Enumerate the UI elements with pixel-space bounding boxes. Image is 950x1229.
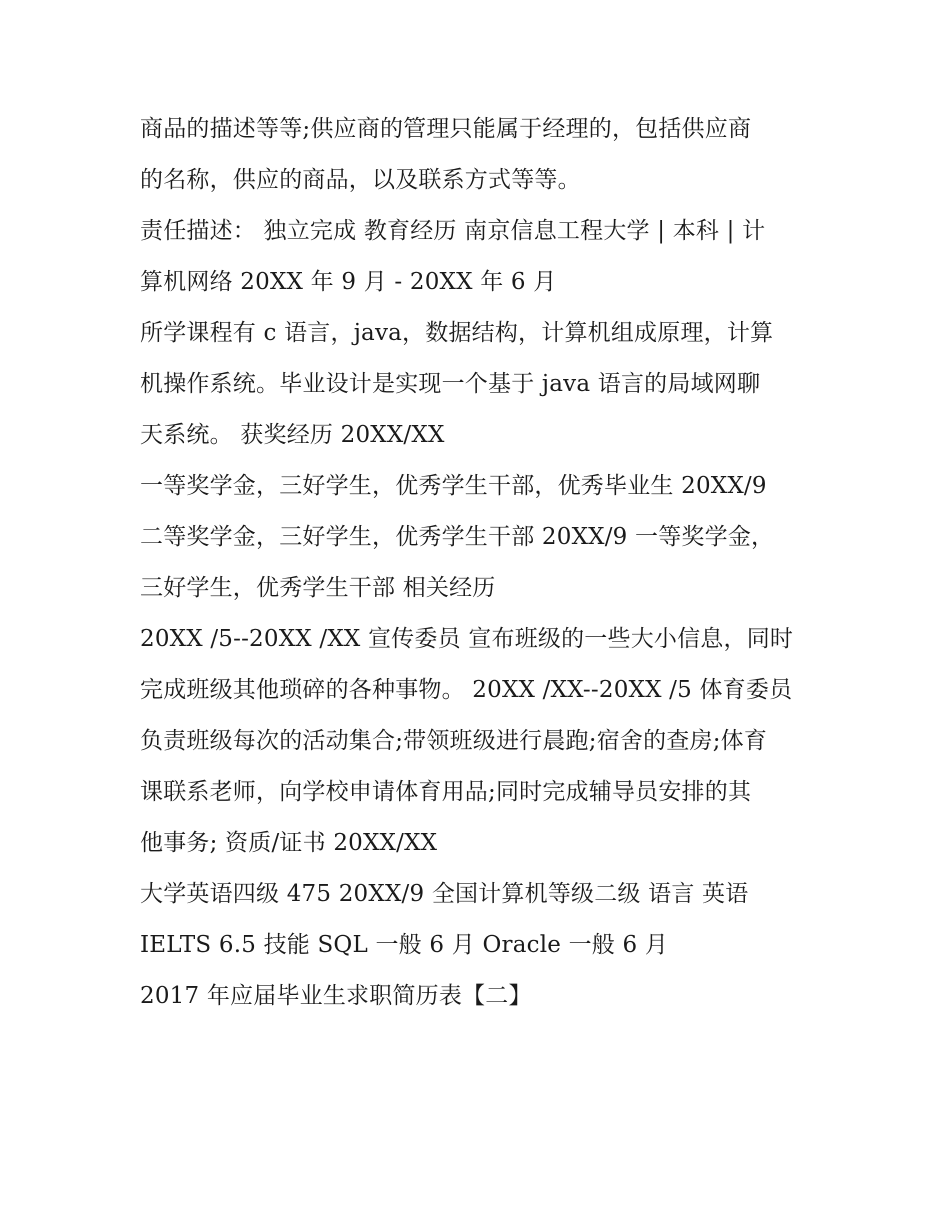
text-line: 机操作系统。毕业设计是实现一个基于 java 语言的局域网聊 [140,371,761,397]
text-line: 二等奖学金，三好学生，优秀学生干部 20XX/9 一等奖学金， [140,524,775,550]
text-line: 完成班级其他琐碎的各种事物。 20XX /XX--20XX /5 体育委员 [140,677,793,703]
document-section-heading: 2017 年应届毕业生求职简历表【二】 [140,983,532,1009]
text-line: 三好学生，优秀学生干部 相关经历 [140,575,496,601]
text-line: 他事务; 资质/证书 20XX/XX [140,830,438,856]
text-line: 责任描述： 独立完成 教育经历 南京信息工程大学 | 本科 | 计 [140,218,766,244]
text-line: 一等奖学金，三好学生，优秀学生干部，优秀毕业生 20XX/9 [140,473,767,499]
text-line: 所学课程有 c 语言，java，数据结构，计算机组成原理，计算 [140,320,774,346]
text-line: 商品的描述等等;供应商的管理只能属于经理的，包括供应商 [140,116,752,142]
text-line: 天系统。 获奖经历 20XX/XX [140,422,445,448]
text-line: 课联系老师，向学校申请体育用品;同时完成辅导员安排的其 [140,779,752,805]
text-line: 20XX /5--20XX /XX 宣传委员 宣布班级的一些大小信息，同时 [140,626,794,652]
text-line: IELTS 6.5 技能 SQL 一般 6 月 Oracle 一般 6 月 [140,932,669,958]
text-line: 负责班级每次的活动集合;带领班级进行晨跑;宿舍的查房;体育 [140,728,768,754]
document-body [140,104,820,1022]
text-line: 大学英语四级 475 20XX/9 全国计算机等级二级 语言 英语 [140,881,749,907]
text-line: 的名称，供应的商品，以及联系方式等等。 [140,167,581,193]
text-line: 算机网络 20XX 年 9 月 - 20XX 年 6 月 [140,269,557,295]
